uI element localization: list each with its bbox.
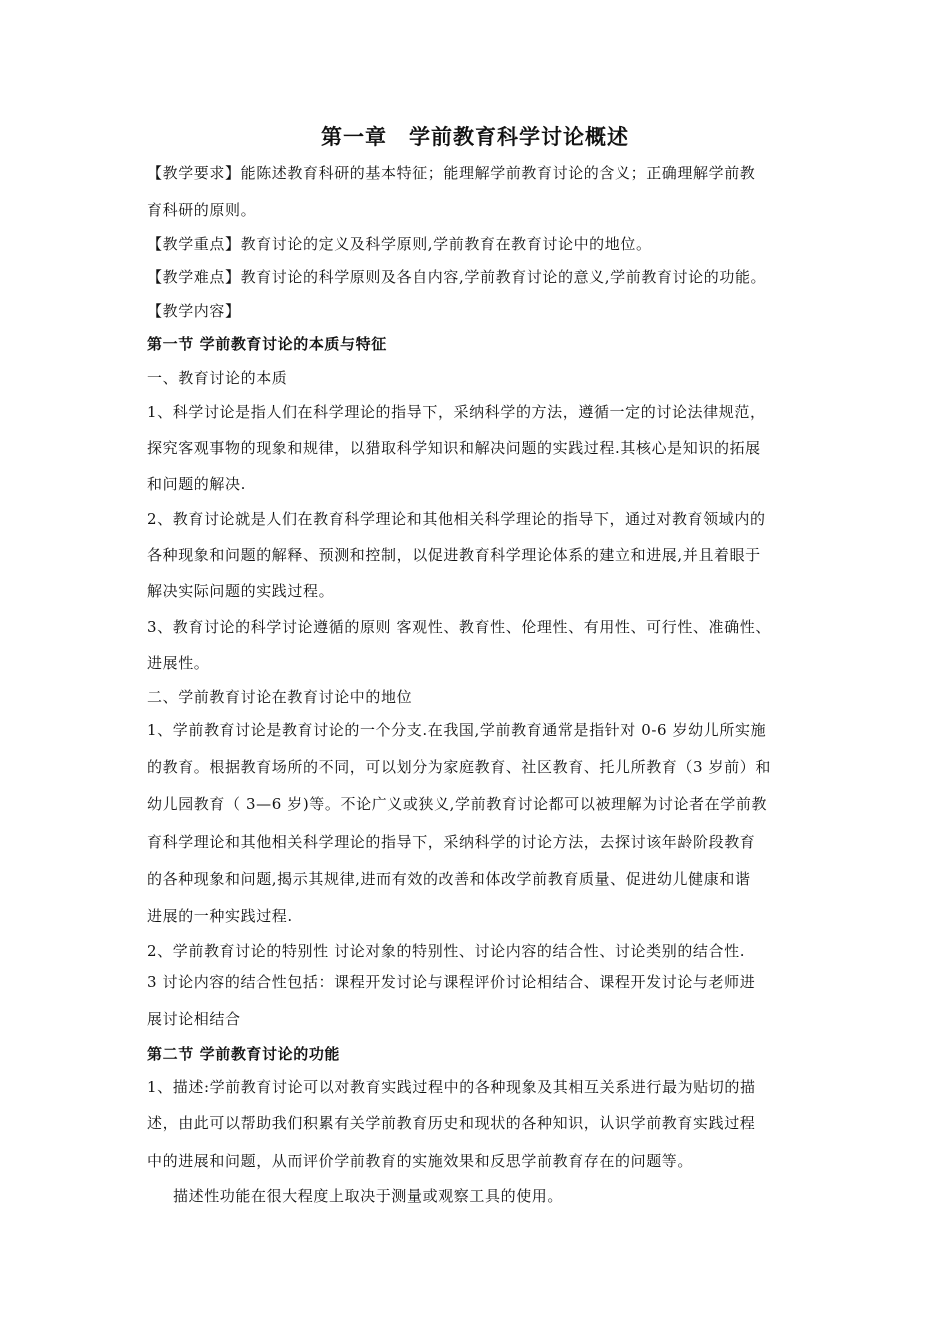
section-heading: 第二节 学前教育讨论的功能: [147, 1045, 341, 1063]
body-text-line: 和问题的解决.: [147, 475, 246, 493]
body-text-line: 3 讨论内容的结合性包括：课程开发讨论与课程评价讨论相结合、课程开发讨论与老师进: [147, 973, 756, 991]
body-text-line: 描述性功能在很大程度上取决于测量或观察工具的使用。: [173, 1187, 564, 1205]
body-text-line: 3、教育讨论的科学讨论遵循的原则 客观性、教育性、伦理性、有用性、可行性、准确性、: [147, 618, 771, 636]
body-text-line: 1、描述:学前教育讨论可以对教育实践过程中的各种现象及其相互关系进行最为贴切的描: [147, 1078, 756, 1096]
body-text-line: 1、科学讨论是指人们在科学理论的指导下，采纳科学的方法，遵循一定的讨论法律规范，: [147, 403, 766, 421]
body-text-line: 一、教育讨论的本质: [147, 369, 288, 387]
body-text-line: 中的进展和问题，从而评价学前教育的实施效果和反思学前教育存在的问题等。: [147, 1152, 694, 1170]
body-text-line: 【教学内容】: [147, 302, 241, 320]
body-text-line: 的教育。根据教育场所的不同，可以划分为家庭教育、社区教育、托儿所教育（3 岁前）和: [147, 758, 771, 776]
body-text-line: 1、学前教育讨论是教育讨论的一个分支.在我国,学前教育通常是指针对 0-6 岁幼儿所实施: [147, 721, 767, 739]
body-text-line: 【教学重点】教育讨论的定义及科学原则,学前教育在教育讨论中的地位。: [147, 235, 652, 253]
body-text-line: 进展的一种实践过程.: [147, 907, 293, 925]
body-text-line: 述，由此可以帮助我们积累有关学前教育历史和现状的各种知识，认识学前教育实践过程: [147, 1114, 756, 1132]
body-text-line: 2、学前教育讨论的特别性 讨论对象的特别性、讨论内容的结合性、讨论类别的结合性.: [147, 942, 746, 960]
body-text-line: 展讨论相结合: [147, 1010, 241, 1028]
body-text-line: 幼儿园教育（ 3—6 岁)等。不论广义或狭义,学前教育讨论都可以被理解为讨论者在学前教: [147, 795, 768, 813]
body-text-line: 的各种现象和问题,揭示其规律,进而有效的改善和体改学前教育质量、促进幼儿健康和谐: [147, 870, 751, 888]
body-text-line: 【教学难点】教育讨论的科学原则及各自内容,学前教育讨论的意义,学前教育讨论的功能。: [147, 268, 767, 286]
body-text-line: 各种现象和问题的解释、预测和控制，以促进教育科学理论体系的建立和进展,并且着眼于: [147, 546, 761, 564]
body-text-line: 【教学要求】能陈述教育科研的基本特征；能理解学前教育讨论的含义；正确理解学前教: [147, 164, 756, 182]
body-text-line: 育科研的原则。: [147, 201, 257, 219]
section-heading: 第一节 学前教育讨论的本质与特征: [147, 335, 387, 353]
chapter-title: 第一章 学前教育科学讨论概述: [321, 124, 629, 149]
body-text-line: 育科学理论和其他相关科学理论的指导下，采纳科学的讨论方法，去探讨该年龄阶段教育: [147, 833, 756, 851]
body-text-line: 解决实际问题的实践过程。: [147, 582, 335, 600]
body-text-line: 二、学前教育讨论在教育讨论中的地位: [147, 688, 413, 706]
body-text-line: 2、教育讨论就是人们在教育科学理论和其他相关科学理论的指导下，通过对教育领域内的: [147, 510, 766, 528]
body-text-line: 探究客观事物的现象和规律，以猎取科学知识和解决问题的实践过程.其核心是知识的拓展: [147, 439, 761, 457]
body-text-line: 进展性。: [147, 654, 210, 672]
